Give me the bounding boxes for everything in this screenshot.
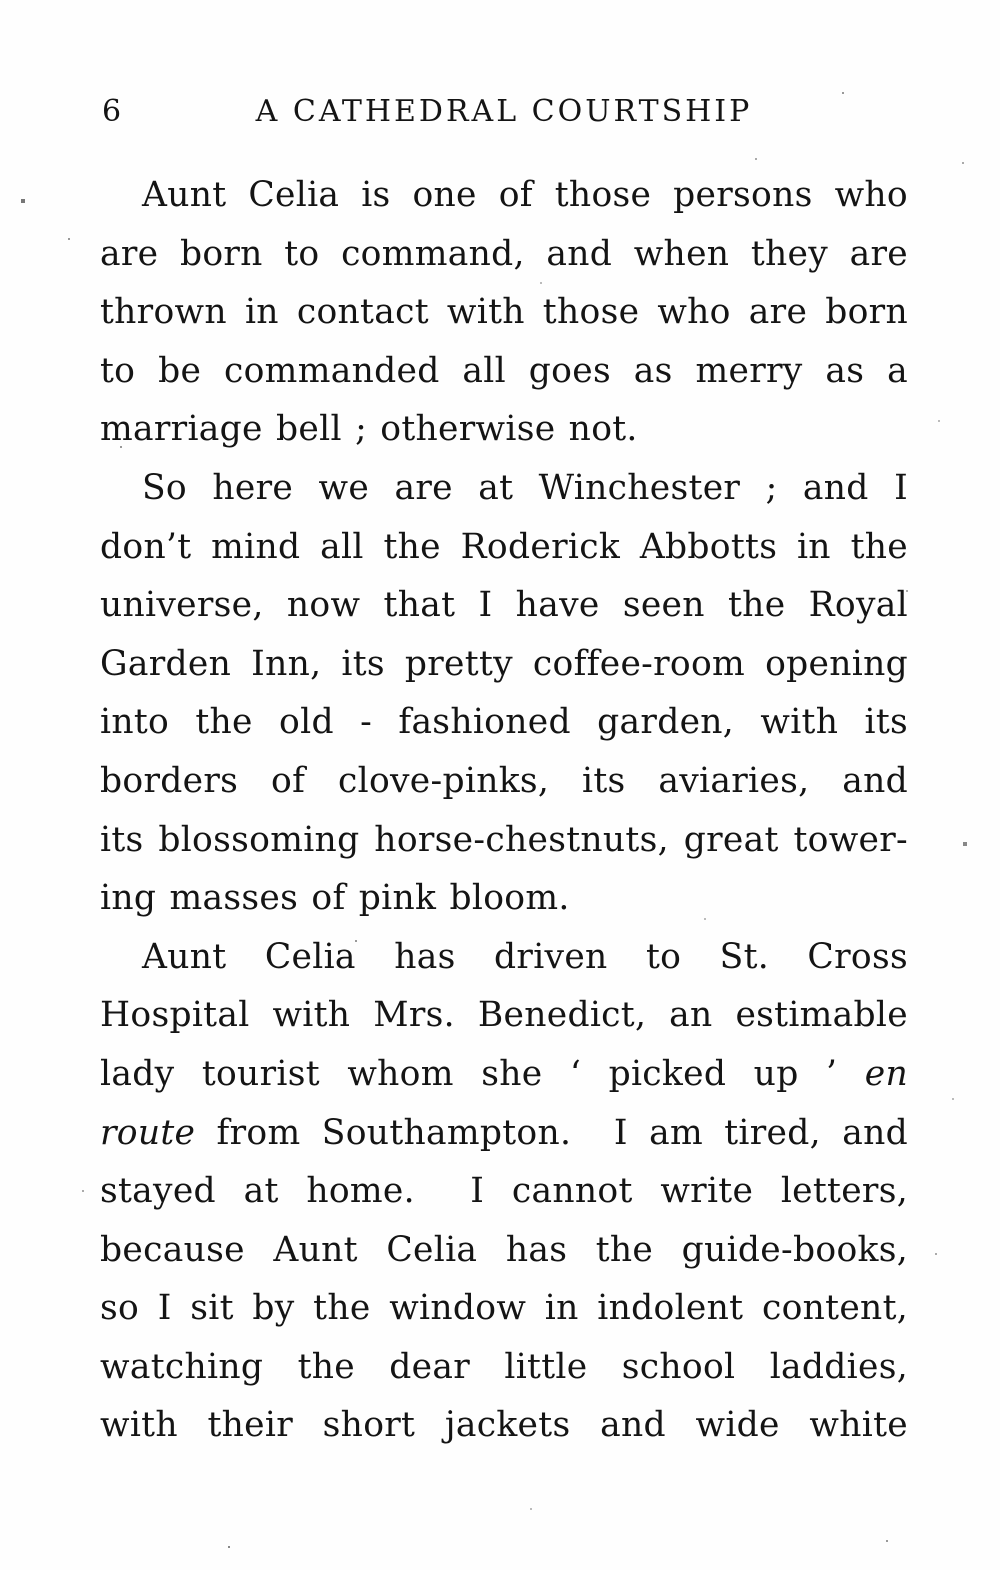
paragraph bbox=[100, 166, 908, 459]
running-title: A CATHEDRAL COURTSHIP bbox=[255, 94, 753, 129]
text-segment: marriage bell ; otherwise not. bbox=[100, 409, 638, 450]
text-line bbox=[100, 635, 908, 694]
text-line bbox=[100, 1279, 908, 1338]
page-body bbox=[100, 166, 908, 1455]
text-line bbox=[100, 693, 908, 752]
text-segment: so I sit by the window in indolent content, bbox=[100, 1288, 908, 1329]
paragraph bbox=[100, 928, 908, 1455]
italic-text-segment: route bbox=[100, 1112, 196, 1153]
text-segment: stayed at home. I cannot write letters, bbox=[100, 1171, 908, 1212]
text-segment: borders of clove-pinks, its aviaries, and bbox=[100, 760, 908, 801]
text-segment: Hospital with Mrs. Benedict, an estimable bbox=[100, 995, 908, 1036]
text-line bbox=[100, 752, 908, 811]
text-line bbox=[100, 225, 908, 284]
text-line bbox=[100, 166, 908, 225]
text-segment: from Southampton. I am tired, and bbox=[195, 1112, 908, 1153]
text-segment: Aunt Celia is one of those persons who bbox=[142, 175, 908, 215]
text-line bbox=[100, 1221, 908, 1280]
text-segment: don’t mind all the Roderick Abbotts in the bbox=[100, 526, 908, 567]
text-segment: because Aunt Celia has the guide-books, bbox=[100, 1229, 908, 1270]
scan-noise-speckles bbox=[0, 0, 2, 2]
page-number: 6 bbox=[102, 94, 123, 129]
text-line bbox=[100, 869, 908, 928]
text-line bbox=[100, 1045, 908, 1104]
text-line bbox=[100, 1338, 908, 1397]
text-line bbox=[100, 400, 908, 459]
text-segment: to be commanded all goes as merry as a bbox=[100, 350, 908, 391]
text-segment: thrown in contact with those who are born bbox=[100, 292, 908, 333]
running-header bbox=[100, 92, 908, 132]
text-segment: with their short jackets and wide white bbox=[100, 1405, 908, 1446]
text-line bbox=[100, 576, 908, 635]
paragraph bbox=[100, 459, 908, 928]
text-line bbox=[100, 459, 908, 518]
text-line bbox=[100, 342, 908, 401]
text-segment: its blossoming horse-chestnuts, great tower- bbox=[100, 819, 908, 860]
italic-text-segment: en bbox=[864, 1053, 908, 1094]
text-segment: Aunt Celia has driven to St. Cross bbox=[142, 936, 908, 977]
text-segment: lady tourist whom she ‘ picked up ’ bbox=[100, 1053, 865, 1094]
text-segment: universe, now that I have seen the Royal bbox=[100, 585, 908, 626]
text-segment: So here we are at Winchester ; and I bbox=[142, 467, 908, 508]
text-line bbox=[100, 283, 908, 342]
text-line bbox=[100, 518, 908, 577]
text-line bbox=[100, 1104, 908, 1163]
text-segment: Garden Inn, its pretty coffee-room opening bbox=[100, 643, 908, 684]
text-segment: into the old - fashioned garden, with its bbox=[100, 702, 908, 743]
text-line bbox=[100, 1162, 908, 1221]
text-line bbox=[100, 986, 908, 1045]
text-line bbox=[100, 811, 908, 870]
text-line bbox=[100, 928, 908, 987]
text-segment: are born to command, and when they are bbox=[100, 233, 908, 274]
text-segment: ing masses of pink bloom. bbox=[100, 878, 570, 919]
text-segment: watching the dear little school laddies, bbox=[100, 1346, 908, 1387]
text-line bbox=[100, 1396, 908, 1455]
